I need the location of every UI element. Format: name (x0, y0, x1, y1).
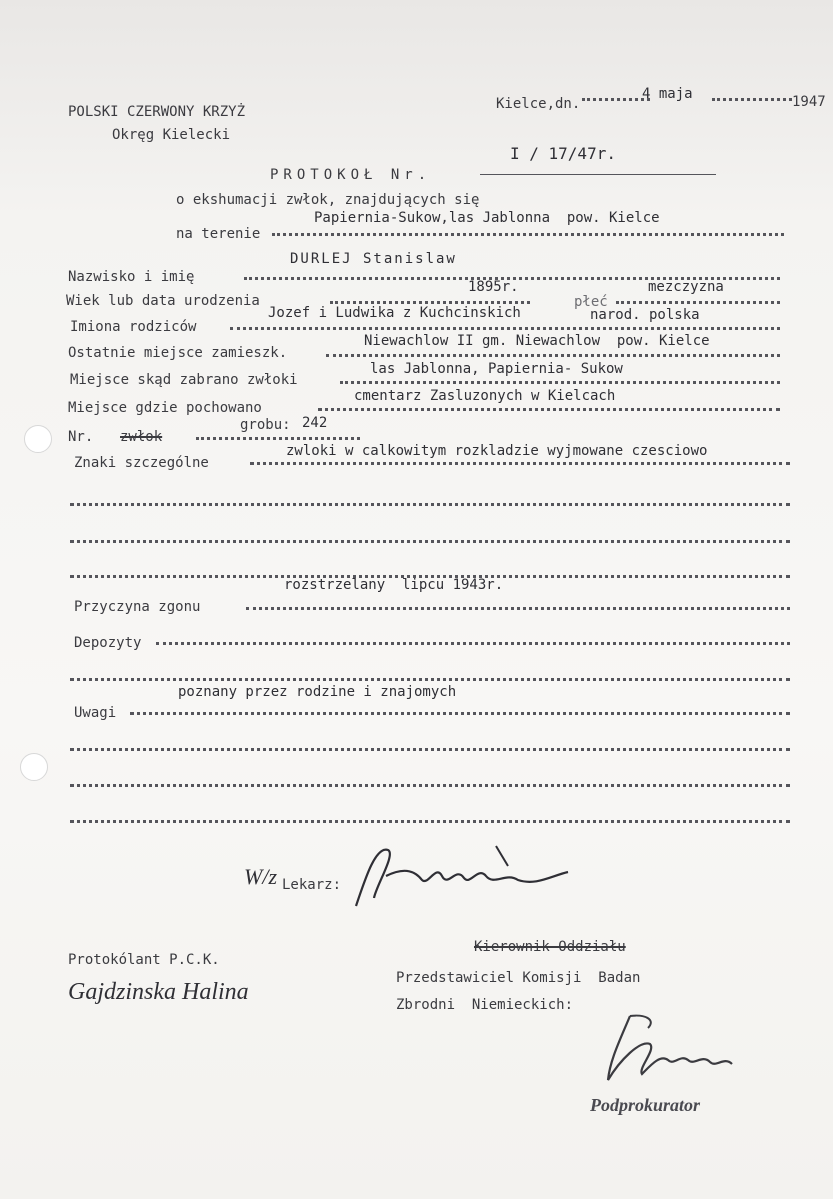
remarks-value: poznany przez rodzine i znajomych (178, 684, 457, 700)
buried-label: Miejsce gdzie pochowano (68, 400, 262, 416)
nr-dots (196, 437, 360, 440)
age-value: 1895r. (468, 279, 519, 295)
protocol-number-underline (480, 174, 716, 175)
commission-line2: Zbrodni Niemieckich: (396, 997, 574, 1013)
remarks-dots-4 (70, 820, 790, 823)
cause-dots (246, 607, 790, 610)
marks-label: Znaki szczególne (74, 455, 209, 471)
doctor-signature (346, 836, 576, 916)
deposits-dots (156, 642, 790, 645)
marks-dots-2 (70, 503, 790, 506)
doctor-mark: W/z (244, 864, 277, 889)
sex-dots (616, 301, 780, 304)
deposits-label: Depozyty (74, 635, 142, 651)
clerk-name: Gajdzinska Halina (68, 979, 249, 1005)
age-label: Wiek lub data urodzenia (66, 293, 260, 309)
residence-value: Niewachlow II gm. Niewachlow pow. Kielce (364, 333, 710, 349)
punch-hole-bottom (20, 753, 48, 781)
age-dots (330, 301, 530, 304)
residence-label: Ostatnie miejsce zamieszk. (68, 345, 288, 361)
marks-value: zwloki w calkowitym rozkladzie wyjmowane czesciowo (286, 443, 708, 459)
clerk-label: Protokólant P.C.K. (68, 952, 220, 968)
marks-dots-3 (70, 540, 790, 543)
parents-dots (230, 327, 780, 330)
remarks-dots (130, 712, 790, 715)
taken-label: Miejsce skąd zabrano zwłoki (70, 372, 298, 388)
date-dots-1 (582, 98, 650, 101)
commission-line1: Przedstawiciel Komisji Badan (396, 970, 641, 986)
residence-dots (326, 354, 780, 357)
struck-title: Kierownik Oddziału (474, 939, 626, 955)
date-year: 1947 (792, 94, 826, 110)
protocol-number: I / 17/47r. (510, 144, 616, 163)
remarks-dots-2 (70, 748, 790, 751)
prosecutor-signature (590, 1010, 770, 1090)
nr-struck-word: zwłok (120, 429, 163, 445)
area-dots (272, 233, 784, 236)
protocol-title: PROTOKOŁ Nr. (270, 167, 432, 183)
parents-value: Jozef i Ludwika z Kuchcinskich (268, 305, 521, 321)
taken-value: las Jablonna, Papiernia- Sukow (370, 361, 623, 377)
deposits-dots-2 (70, 678, 790, 681)
parents-label: Imiona rodziców (70, 319, 197, 335)
taken-dots (340, 381, 780, 384)
place-prefix: Kielce,dn. (496, 96, 581, 112)
name-value: DURLEJ Stanislaw (290, 251, 457, 267)
doctor-label: Lekarz: (282, 877, 342, 893)
grave-number: 242 (302, 415, 328, 431)
remarks-label: Uwagi (74, 705, 117, 721)
name-label: Nazwisko i imię (68, 269, 195, 285)
grave-label: grobu: (240, 417, 291, 433)
date-dots-2 (712, 98, 792, 101)
cause-value: rozstrzelany lipcu 1943r. (284, 577, 504, 593)
area-value: Papiernia-Sukow,las Jablonna pow. Kielce (314, 210, 660, 226)
area-label: na terenie (176, 226, 261, 242)
marks-dots (250, 462, 790, 465)
nationality-value: narod. polska (590, 307, 700, 323)
remarks-dots-3 (70, 784, 790, 787)
prosecutor-title: Podprokurator (590, 1095, 701, 1115)
protocol-subject: o ekshumacji zwłok, znajdujących się (176, 192, 480, 208)
date-day: 4 maja (642, 86, 693, 102)
buried-dots (318, 408, 780, 411)
buried-value: cmentarz Zasluzonych w Kielcach (354, 388, 616, 404)
district-name: Okręg Kielecki (112, 127, 231, 143)
sex-label: płeć (574, 294, 608, 310)
punch-hole-top (24, 425, 52, 453)
sex-value: mezczyzna (648, 279, 724, 295)
organization-name: POLSKI CZERWONY KRZYŻ (68, 104, 246, 120)
cause-label: Przyczyna zgonu (74, 599, 201, 615)
nr-label: Nr. (68, 429, 94, 445)
